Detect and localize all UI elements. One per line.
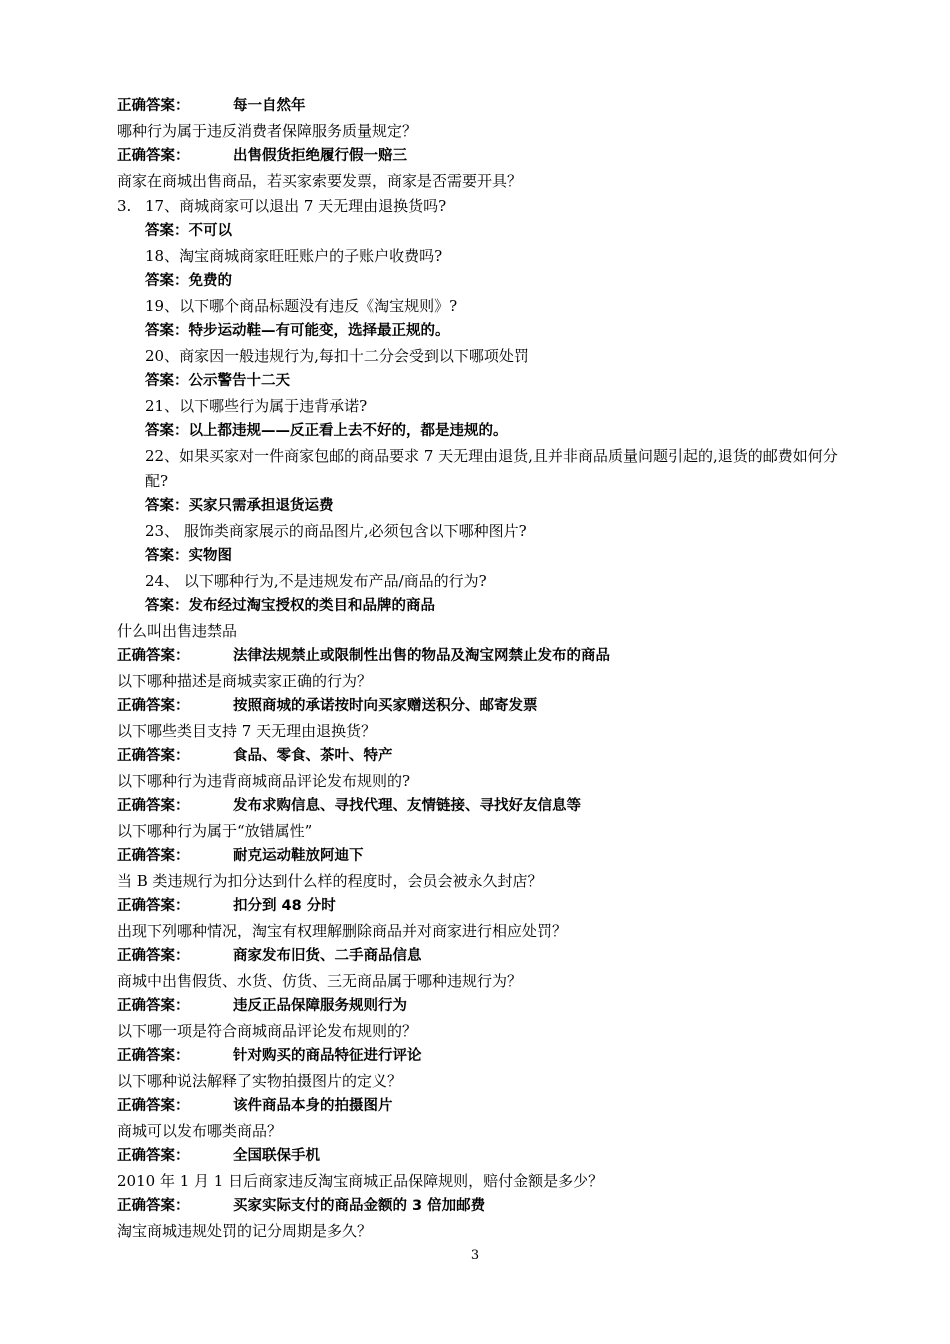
answer-line (117, 944, 857, 969)
list-item-answer (117, 419, 857, 444)
answer-line (117, 994, 857, 1019)
answer-text: 按照商城的承诺按时向买家赠送积分、邮寄发票 (233, 698, 538, 714)
answer-text: 扣分到 48 分时 (233, 898, 336, 914)
answer-line (117, 894, 857, 919)
answer-text: 出售假货拒绝履行假一赔三 (233, 148, 407, 164)
list-item-answer (117, 594, 857, 619)
answer-line (117, 1144, 857, 1169)
question-line: 以下哪种描述是商城卖家正确的行为？ (117, 672, 373, 690)
question-line: 出现下列哪种情况，淘宝有权理解删除商品并对商家进行相应处罚？ (117, 922, 568, 940)
list-item-question: 18、淘宝商城商家旺旺账户的子账户收费吗? (145, 247, 443, 265)
answer-text: 每一自然年 (233, 98, 306, 114)
answer-line (117, 144, 857, 169)
answer-text: 法律法规禁止或限制性出售的物品及淘宝网禁止发布的商品 (233, 648, 610, 664)
page-number: 3 (470, 1248, 480, 1263)
answer-line (117, 694, 857, 719)
answer-line (117, 94, 857, 119)
answer-text: 该件商品本身的拍摄图片 (233, 1098, 393, 1114)
answer-label: 正确答案： (117, 1098, 190, 1114)
answer-text: 公示警告十二天 (188, 373, 290, 389)
question-line: 商家在商城出售商品，若买家索要发票，商家是否需要开具？ (117, 172, 523, 190)
list-item-question: 21、以下哪些行为属于违背承诺? (145, 397, 368, 415)
answer-text: 耐克运动鞋放阿迪下 (233, 848, 364, 864)
answer-text: 发布经过淘宝授权的类目和品牌的商品 (188, 598, 435, 614)
answer-line (117, 1094, 857, 1119)
question-line: 当 B 类违规行为扣分达到什么样的程度时，会员会被永久封店？ (117, 872, 543, 890)
question-line: 哪种行为属于违反消费者保障服务质量规定？ (117, 122, 418, 140)
answer-label: 答案： (145, 598, 189, 614)
answer-label: 正确答案： (117, 798, 190, 814)
answer-label: 正确答案： (117, 1198, 190, 1214)
answer-line (117, 844, 857, 869)
answer-text: 违反正品保障服务规则行为 (233, 998, 407, 1014)
answer-label: 答案： (145, 423, 189, 439)
list-item-answer (117, 544, 857, 569)
question-line: 以下哪些类目支持 7 天无理由退换货？ (117, 722, 377, 740)
answer-label: 正确答案： (117, 948, 190, 964)
answer-text: 食品、零食、茶叶、特产 (233, 748, 393, 764)
answer-label: 正确答案： (117, 898, 190, 914)
list-item-answer (117, 494, 857, 519)
question-line: 以下哪一项是符合商城商品评论发布规则的？ (117, 1022, 418, 1040)
question-text: 17、商城商家可以退出 7 天无理由退换货吗? (145, 197, 447, 215)
answer-line (117, 1194, 857, 1219)
answer-text: 特步运动鞋—有可能变，选择最正规的。 (188, 323, 450, 339)
answer-label: 正确答案： (117, 698, 190, 714)
list-item-question: 20、商家因一般违规行为,每扣十二分会受到以下哪项处罚 (145, 347, 529, 365)
list-item-question: 22、如果买家对一件商家包邮的商品要求 7 天无理由退货,且并非商品质量问题引起的,退货的邮费如何分配? (145, 447, 838, 490)
answer-label: 答案： (145, 548, 189, 564)
answer-label: 正确答案： (117, 148, 190, 164)
answer-text: 全国联保手机 (233, 1148, 320, 1164)
answer-line (117, 644, 857, 669)
question-line: 商城可以发布哪类商品？ (117, 1122, 283, 1140)
answer-text: 买家只需承担退货运费 (188, 498, 334, 514)
answer-label: 答案： (145, 373, 189, 389)
answer-label: 正确答案： (117, 1048, 190, 1064)
answer-label: 正确答案： (117, 848, 190, 864)
answer-label: 正确答案： (117, 1148, 190, 1164)
list-number: 3. (117, 197, 132, 215)
list-item-answer (117, 219, 857, 244)
answer-label: 正确答案： (117, 98, 190, 114)
list-item-question: 19、以下哪个商品标题没有违反《淘宝规则》? (145, 297, 458, 315)
answer-text: 商家发布旧货、二手商品信息 (233, 948, 422, 964)
list-item-question (117, 194, 857, 219)
question-line: 商城中出售假货、水货、仿货、三无商品属于哪种违规行为？ (117, 972, 523, 990)
answer-text: 发布求购信息、寻找代理、友情链接、寻找好友信息等 (233, 798, 581, 814)
answer-line (117, 794, 857, 819)
question-line: 以下哪种行为属于“放错属性” (117, 822, 313, 840)
list-item-question: 24、 以下哪种行为,不是违规发布产品/商品的行为? (145, 572, 487, 590)
answer-line (117, 744, 857, 769)
answer-text: 针对购买的商品特征进行评论 (233, 1048, 422, 1064)
answer-text: 免费的 (188, 273, 232, 289)
list-item-answer (117, 319, 857, 344)
qa-content (117, 94, 857, 1244)
list-item-answer (117, 369, 857, 394)
answer-label: 答案： (145, 223, 189, 239)
question-line: 以下哪种说法解释了实物拍摄图片的定义？ (117, 1072, 403, 1090)
question-line: 2010 年 1 月 1 日后商家违反淘宝商城正品保障规则，赔付金额是多少？ (117, 1172, 604, 1190)
answer-text: 买家实际支付的商品金额的 3 倍加邮费 (233, 1198, 486, 1214)
answer-label: 正确答案： (117, 648, 190, 664)
question-line: 淘宝商城违规处罚的记分周期是多久？ (117, 1222, 373, 1240)
answer-text: 实物图 (188, 548, 232, 564)
answer-label: 答案： (145, 273, 189, 289)
question-line: 以下哪种行为违背商城商品评论发布规则的? (117, 772, 411, 790)
answer-label: 正确答案： (117, 748, 190, 764)
answer-text: 不可以 (188, 223, 232, 239)
list-item-answer (117, 269, 857, 294)
answer-label: 答案： (145, 323, 189, 339)
answer-label: 正确答案： (117, 998, 190, 1014)
list-item-question: 23、 服饰类商家展示的商品图片,必须包含以下哪种图片? (145, 522, 527, 540)
answer-text: 以上都违规——反正看上去不好的，都是违规的。 (188, 423, 508, 439)
answer-label: 答案： (145, 498, 189, 514)
answer-line (117, 1044, 857, 1069)
question-line: 什么叫出售违禁品 (117, 622, 238, 640)
